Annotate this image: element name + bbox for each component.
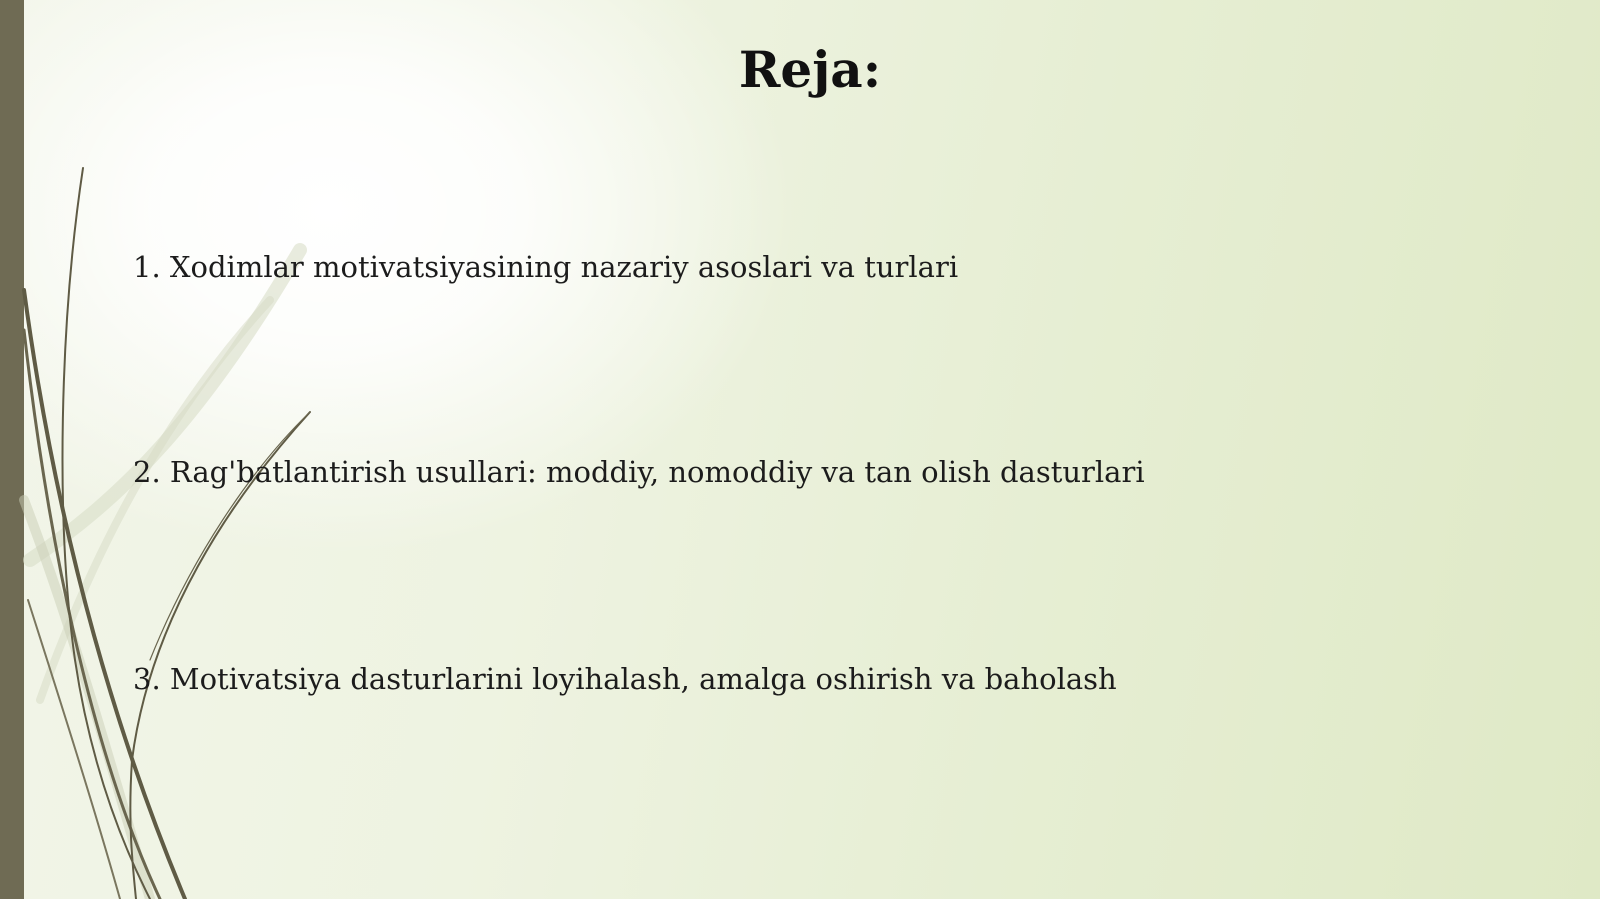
agenda-item-2 xyxy=(133,455,1145,489)
agenda-item-number: 3. xyxy=(133,662,161,696)
left-accent-bar xyxy=(0,0,24,899)
agenda-item-number: 2. xyxy=(133,455,161,489)
agenda-item-1 xyxy=(133,250,958,284)
agenda-item-text: Xodimlar motivatsiyasining nazariy asoslari va turlari xyxy=(169,250,959,284)
slide-title: Reja: xyxy=(738,40,882,99)
agenda-item-number: 1. xyxy=(133,250,161,284)
agenda-item-3 xyxy=(133,662,1117,696)
grass-stems-decoration xyxy=(0,0,420,899)
agenda-item-text: Motivatsiya dasturlarini loyihalash, amalga oshirish va baholash xyxy=(169,662,1117,696)
agenda-item-text: Rag'batlantirish usullari: moddiy, nomoddiy va tan olish dasturlari xyxy=(169,455,1145,489)
